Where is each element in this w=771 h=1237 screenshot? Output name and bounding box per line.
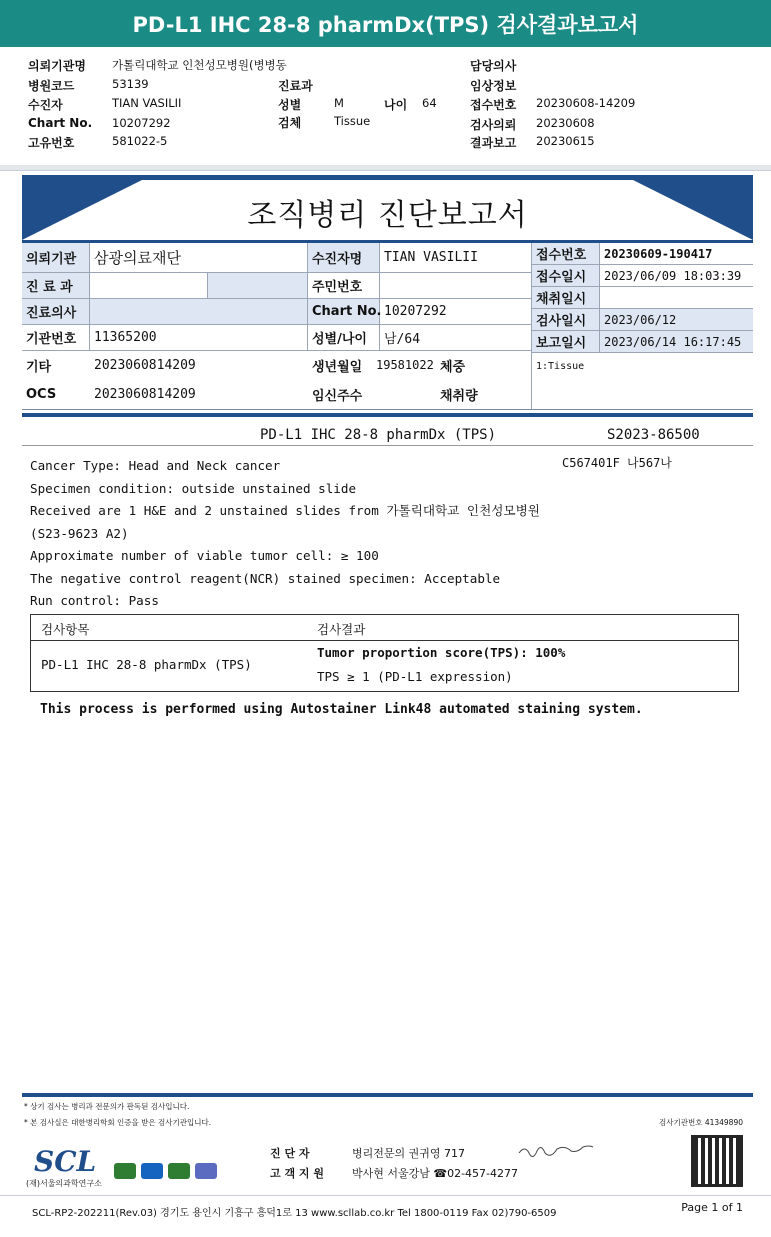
report-title-box [22, 180, 753, 240]
doctor-label: 진 단 자 [270, 1147, 310, 1160]
field-label: 진료과 [278, 79, 313, 93]
field-label: 담당의사 [470, 59, 517, 73]
signature-icon [517, 1143, 597, 1159]
body-line: Specimen condition: outside unstained slide [30, 480, 357, 496]
grid-label: 채취량 [440, 388, 478, 404]
grid-label: 검사일시 [532, 309, 600, 331]
field-value: TIAN VASILII [112, 96, 182, 110]
grid-value: 남/64 [380, 325, 532, 351]
report-body [30, 455, 750, 613]
grid-label: 체중 [440, 359, 466, 375]
case-number: S2023-86500 [607, 427, 700, 443]
divider [22, 445, 753, 446]
field-label: 수진자 [28, 98, 63, 112]
lab-number: 검사기관번호 41349890 [658, 1118, 743, 1127]
field-label: 병원코드 [28, 79, 75, 93]
bottom-info: SCL-RP2-202211(Rev.03) 경기도 용인시 기흥구 흥덕1로 13 www.scllab.co.kr Tel 1800-0119 Fax 02)790-6509 [32, 1208, 557, 1219]
divider [0, 165, 771, 171]
grid-value [90, 299, 308, 325]
grid-value: 2023060814209 [94, 386, 196, 402]
accreditation-badge-icon [195, 1163, 217, 1179]
field-label: 결과보고 [470, 136, 517, 150]
field-value: 64 [422, 96, 437, 110]
grid-value: 20230609-190417 [600, 243, 753, 265]
grid-label: Chart No. [308, 299, 380, 325]
footer-note: * 본 검사실은 대한병리학회 인증을 받은 검사기관입니다. [24, 1118, 212, 1127]
col-header-item: 검사항목 [41, 622, 90, 637]
grid-value: 삼광의료재단 [90, 243, 308, 273]
grid-label: 접수번호 [532, 243, 600, 265]
grid-label: 성별/나이 [308, 325, 380, 351]
col-header-result: 검사결과 [317, 622, 366, 637]
accreditation-badges [114, 1163, 217, 1181]
pathology-report [22, 175, 753, 1225]
result-item: PD-L1 IHC 28-8 pharmDx (TPS) [41, 657, 252, 672]
block-number: C567401F 나567나 [562, 456, 672, 470]
grid-value: 2023060814209 [94, 357, 196, 373]
grid-label: 주민번호 [308, 273, 380, 299]
field-value: 10207292 [112, 116, 171, 130]
specimen-value: 1:Tissue [536, 360, 585, 372]
result-expression: TPS ≥ 1 (PD-L1 expression) [317, 669, 513, 684]
field-label: Chart No. [28, 116, 93, 130]
body-line: (S23-9623 A2) [30, 525, 129, 541]
grid-value [380, 273, 532, 299]
field-label: 접수번호 [470, 98, 517, 112]
body-line: Cancer Type: Head and Neck cancer [30, 458, 281, 473]
footer-note: * 상기 검사는 병리과 전문의가 판독된 검사입니다. [24, 1102, 190, 1111]
field-value: 53139 [112, 77, 149, 91]
grid-value: 2023/06/12 [600, 309, 753, 331]
field-label: 검사의뢰 [470, 118, 517, 132]
test-name: PD-L1 IHC 28-8 pharmDx (TPS) [260, 427, 497, 443]
field-label: 임상정보 [470, 79, 517, 93]
grid-label: 기관번호 [22, 325, 90, 351]
grid-value: 19581022 [376, 358, 434, 372]
body-line: Received are 1 H&E and 2 unstained slides from 가톨릭대학교 인천성모병원 [30, 503, 540, 518]
field-value: 20230608 [536, 116, 595, 130]
report-main-title: 조직병리 진단보고서 [247, 198, 528, 233]
field-label: 고유번호 [28, 136, 75, 150]
scl-subtitle: (재)서울의과학연구소 [26, 1179, 102, 1188]
body-line: Approximate number of viable tumor cell: ≥ 100 [30, 548, 379, 563]
page-indicator: Page 1 of 1 [681, 1201, 743, 1214]
grid-label: 생년월일 [312, 359, 363, 375]
report-header-bar [0, 0, 771, 47]
grid-label: 보고일시 [532, 331, 600, 353]
bottom-bar [0, 1195, 771, 1237]
grid-value: 2023/06/09 18:03:39 [600, 265, 753, 287]
patient-summary [0, 47, 771, 165]
grid-label: 접수일시 [532, 265, 600, 287]
field-value: 가톨릭대학교 인천성모병원(병병동 [112, 58, 287, 72]
grid-value: TIAN VASILII [380, 243, 532, 273]
qr-code-icon [691, 1135, 743, 1187]
grid-label: 임신주수 [312, 388, 363, 404]
process-notice: This process is performed using Autostainer Link48 automated staining system. [40, 702, 643, 717]
grid-label: 진 료 과 [22, 273, 90, 299]
grid-value: 2023/06/14 16:17:45 [600, 331, 753, 353]
field-value: 20230615 [536, 134, 595, 148]
grid-label: 수진자명 [308, 243, 380, 273]
body-line: Run control: Pass [30, 593, 159, 608]
field-label: 의뢰기관명 [28, 59, 86, 73]
scl-logo: SCL [34, 1145, 97, 1178]
accreditation-badge-icon [141, 1163, 163, 1179]
grid-label: 기타 [26, 359, 52, 375]
grid-label: OCS [26, 386, 57, 402]
field-value: 20230608-14209 [536, 96, 636, 110]
accreditation-badge-icon [168, 1163, 190, 1179]
grid-value: 11365200 [90, 325, 308, 351]
grid-value [600, 287, 753, 309]
contact-value: 박사현 서울강남 ☎02-457-4277 [352, 1167, 519, 1180]
result-table [30, 614, 739, 692]
doctor-value: 병리전문의 권귀영 717 [352, 1147, 465, 1160]
section-band [22, 413, 753, 417]
patient-info-grid [22, 243, 753, 410]
grid-value [208, 273, 308, 299]
grid-value [90, 273, 208, 299]
footer-band [22, 1093, 753, 1097]
grid-value: 10207292 [380, 299, 532, 325]
result-tps: Tumor proportion score(TPS): 100% [317, 645, 566, 660]
field-label: 성별 [278, 98, 302, 112]
field-value: M [334, 96, 344, 110]
body-line: The negative control reagent(NCR) stained specimen: Acceptable [30, 570, 501, 586]
field-label: 검체 [278, 116, 302, 130]
field-value: Tissue [334, 114, 371, 128]
field-value: 581022-5 [112, 134, 168, 148]
cap-badge-icon [114, 1163, 136, 1179]
field-label: 나이 [384, 98, 408, 112]
report-title: PD-L1 IHC 28-8 pharmDx(TPS) 검사결과보고서 [132, 12, 639, 37]
grid-label: 의뢰기관 [22, 243, 90, 273]
grid-label: 진료의사 [22, 299, 90, 325]
grid-label: 채취일시 [532, 287, 600, 309]
result-table-header [31, 615, 738, 641]
contact-label: 고 객 지 원 [270, 1167, 324, 1180]
